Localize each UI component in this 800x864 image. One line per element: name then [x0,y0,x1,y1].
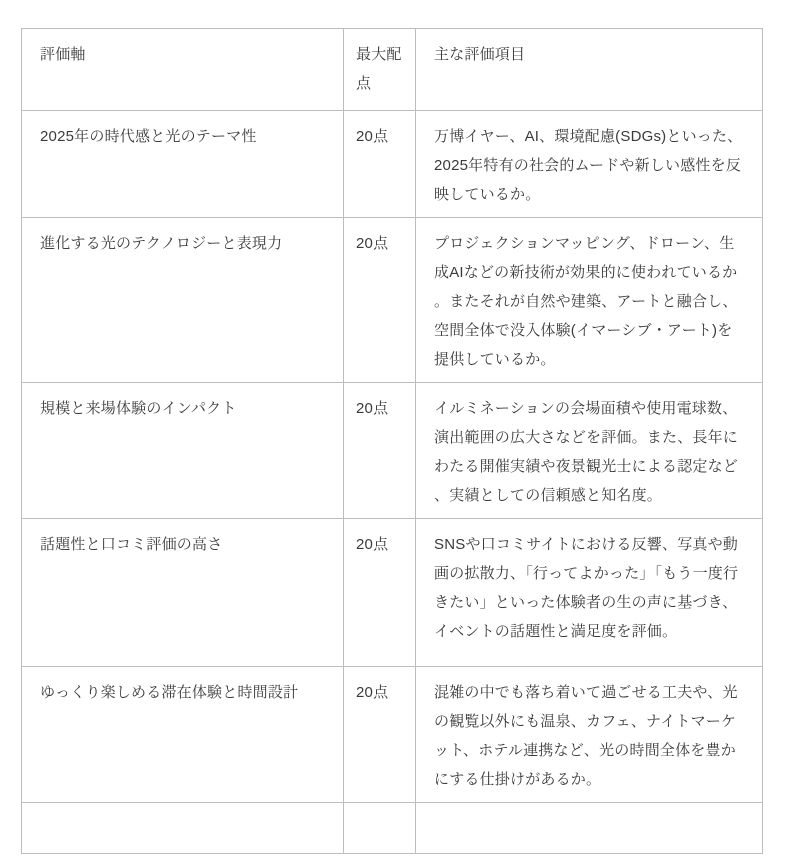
cell-items: イルミネーションの会場面積や使用電球数、演出範囲の広大さなどを評価。また、長年にわたる開催実績や夜景観光士による認定など、実績としての信頼感と知名度。 [416,383,763,519]
table-row-empty [22,803,763,854]
table-row [22,218,763,383]
cell-points: 20点 [344,519,416,667]
header-max-points: 最大配点 [344,29,416,111]
cell-points: 20点 [344,218,416,383]
cell-axis: 規模と来場体験のインパクト [22,383,344,519]
cell-items: 万博イヤー、AI、環境配慮(SDGs)といった、2025年特有の社会的ムードや新しい感性を反映しているか。 [416,111,763,218]
cell-axis [22,803,344,854]
cell-points: 20点 [344,383,416,519]
cell-axis: 2025年の時代感と光のテーマ性 [22,111,344,218]
cell-points: 20点 [344,111,416,218]
cell-points: 20点 [344,667,416,803]
cell-items [416,803,763,854]
evaluation-criteria-table [21,28,763,854]
table-row [22,667,763,803]
cell-items: SNSや口コミサイトにおける反響、写真や動画の拡散力、「行ってよかった」「もう一度行きたい」といった体験者の生の声に基づき、イベントの話題性と満足度を評価。 [416,519,763,667]
header-evaluation-axis: 評価軸 [22,29,344,111]
cell-points [344,803,416,854]
table-row [22,383,763,519]
cell-axis: ゆっくり楽しめる滞在体験と時間設計 [22,667,344,803]
header-main-items: 主な評価項目 [416,29,763,111]
table-header-row [22,29,763,111]
cell-items: プロジェクションマッピング、ドローン、生成AIなどの新技術が効果的に使われているか。またそれが自然や建築、アートと融合し、空間全体で没入体験(イマーシブ・アート)を提供しているか。 [416,218,763,383]
table-row [22,519,763,667]
cell-axis: 進化する光のテクノロジーと表現力 [22,218,344,383]
cell-axis: 話題性と口コミ評価の高さ [22,519,344,667]
table-row [22,111,763,218]
cell-items: 混雑の中でも落ち着いて過ごせる工夫や、光の観覧以外にも温泉、カフェ、ナイトマーケット、ホテル連携など、光の時間全体を豊かにする仕掛けがあるか。 [416,667,763,803]
